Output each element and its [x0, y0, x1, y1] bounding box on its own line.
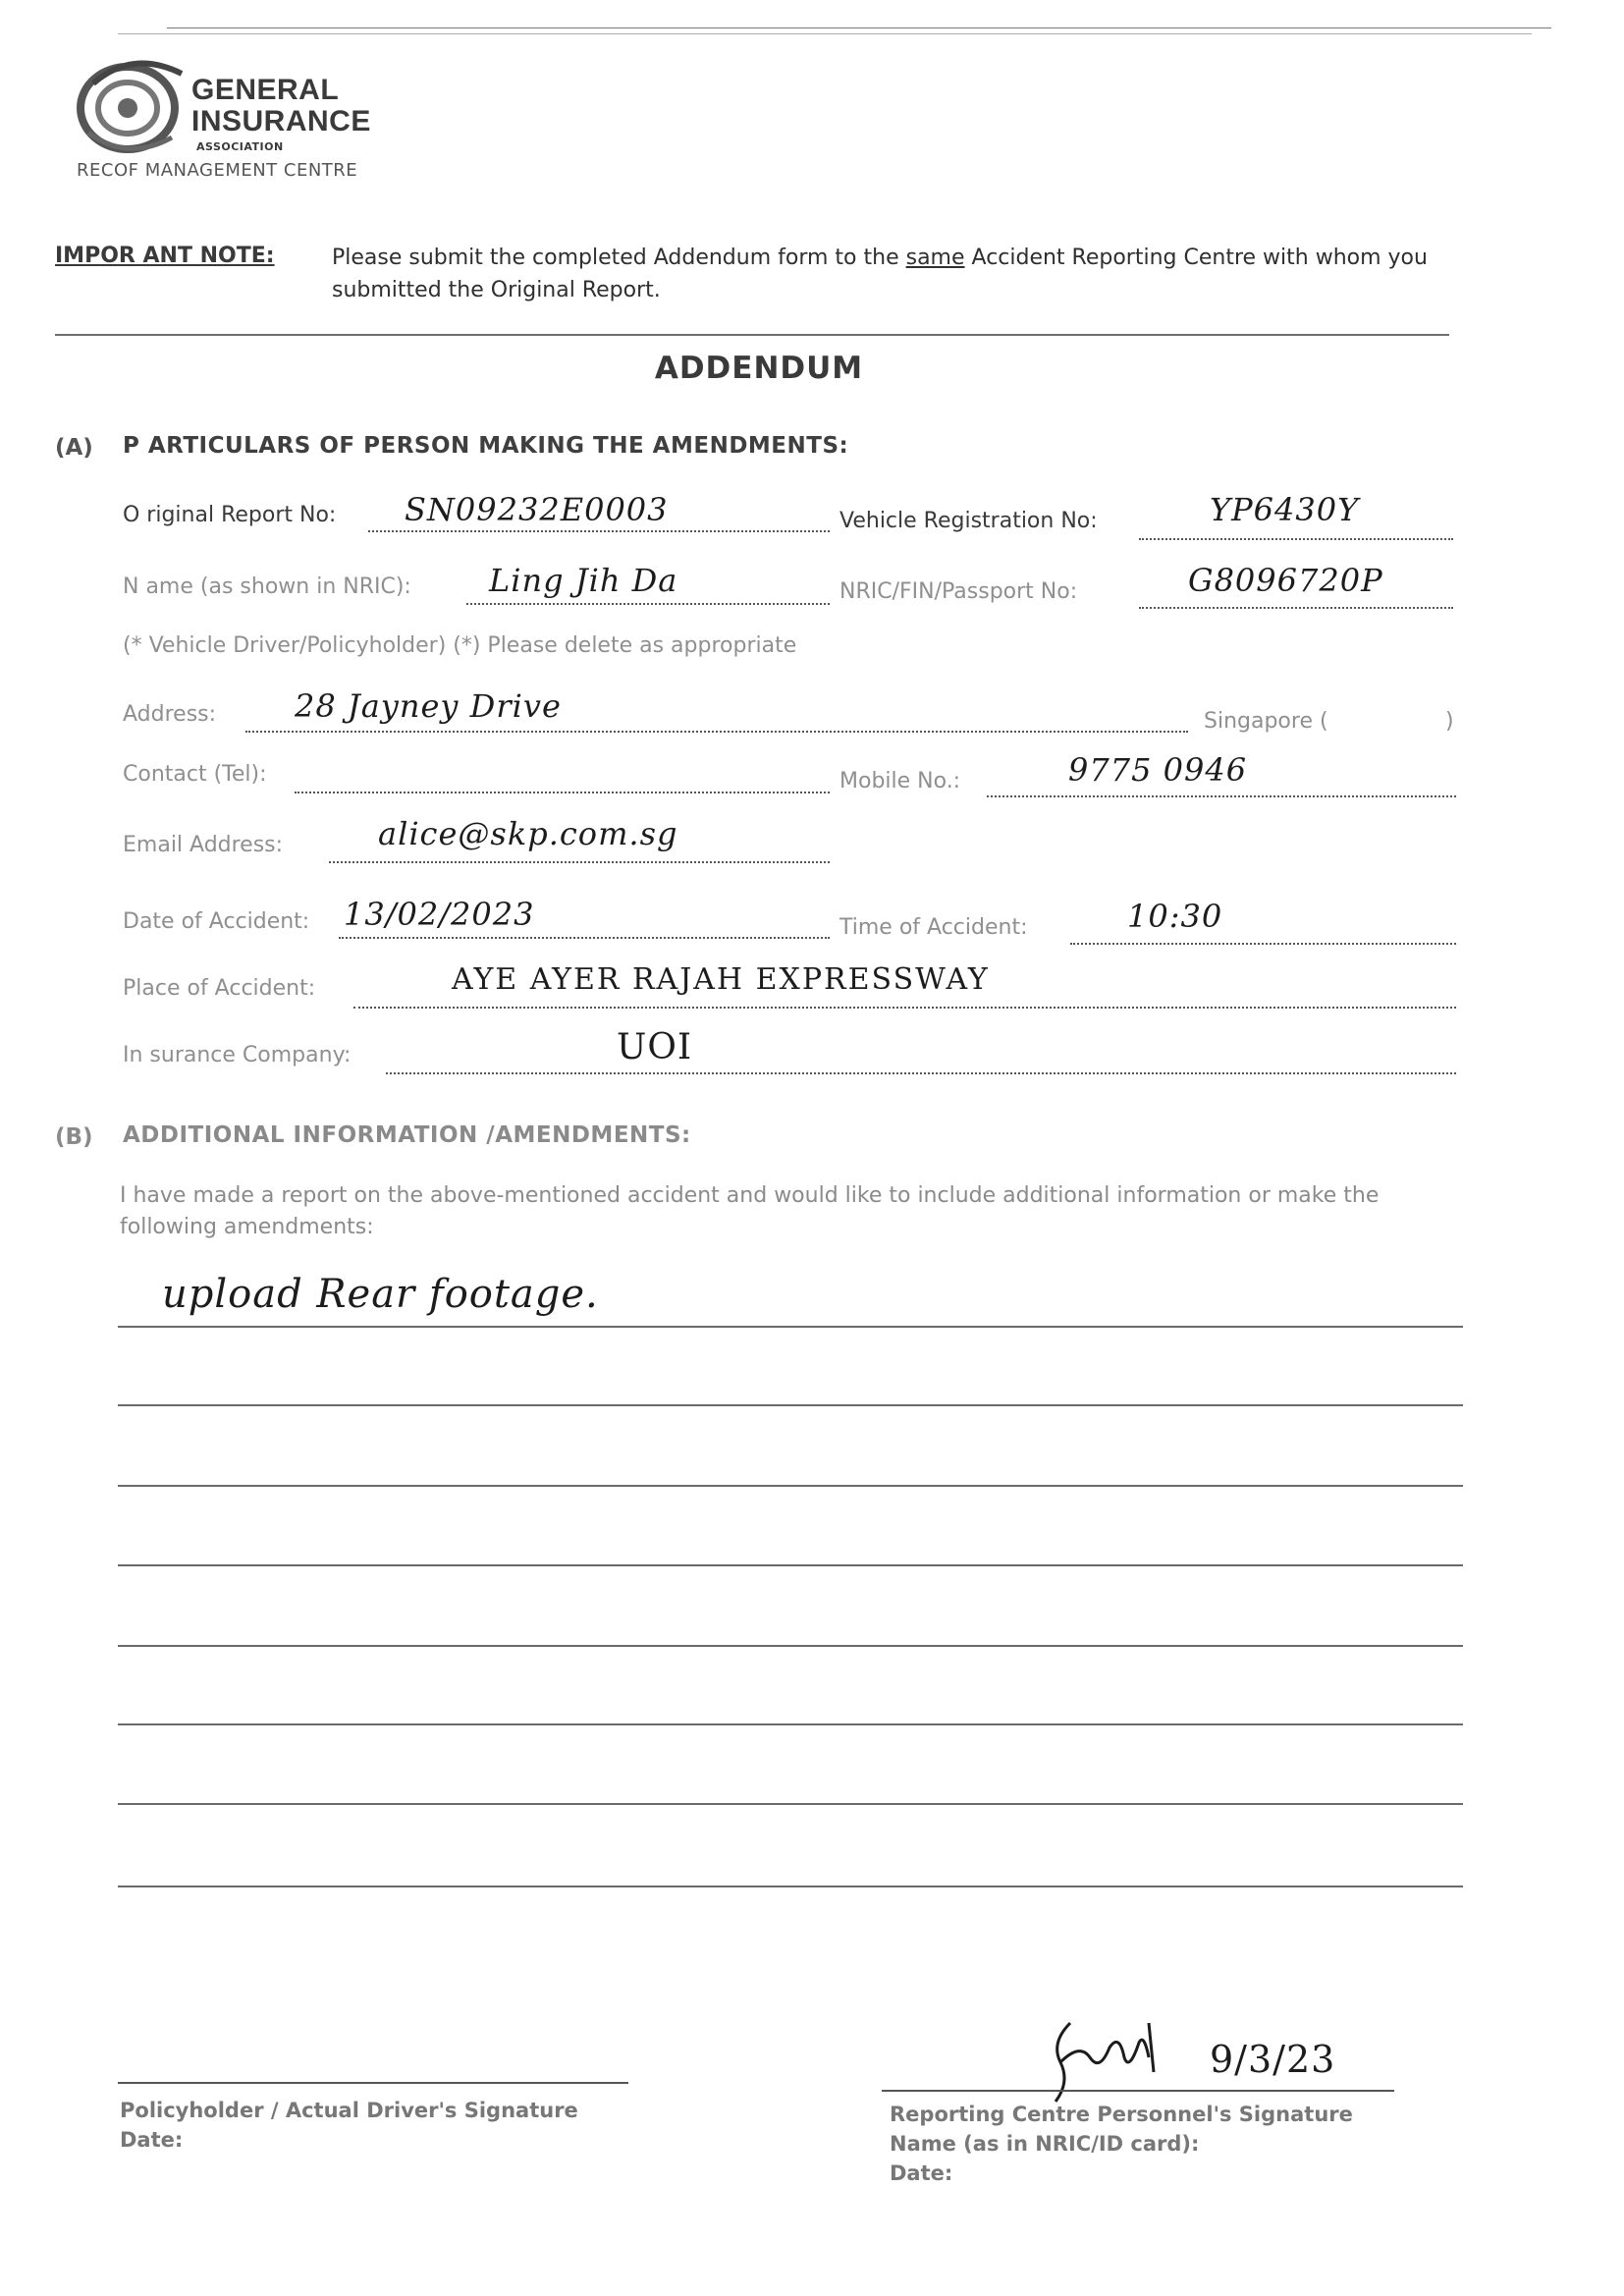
- important-note-label: IMPOR ANT NOTE:: [55, 244, 275, 268]
- left-signature-date: Date:: [120, 2128, 184, 2152]
- note-text-same: same: [905, 246, 965, 270]
- time-of-accident-label: Time of Accident:: [839, 915, 1028, 940]
- mobile-label: Mobile No.:: [839, 769, 961, 793]
- gia-logo: [74, 54, 388, 191]
- singapore-label: Singapore (: [1204, 709, 1328, 734]
- email-line: [329, 861, 830, 863]
- contact-tel-line: [295, 792, 830, 793]
- time-of-accident-value[interactable]: 10:30: [1127, 898, 1223, 935]
- scan-edge-line: [167, 27, 1551, 28]
- logo-centre-line: RECOF MANAGEMENT CENTRE: [77, 160, 358, 181]
- mobile-line: [987, 795, 1456, 797]
- left-signature-label: Policyholder / Actual Driver's Signature: [120, 2099, 578, 2122]
- date-of-accident-line: [339, 937, 830, 939]
- original-report-line: [368, 530, 830, 532]
- logo-word-insurance: INSURANCE: [191, 105, 371, 137]
- logo-word-general: GENERAL: [191, 74, 340, 106]
- nric-label: NRIC/FIN/Passport No:: [839, 579, 1078, 604]
- scan-edge-line: [118, 33, 1532, 34]
- name-label: N ame (as shown in NRIC):: [123, 574, 411, 599]
- section-b-label: (B): [55, 1124, 93, 1150]
- left-signature-line: [118, 2082, 628, 2084]
- place-of-accident-label: Place of Accident:: [123, 976, 316, 1001]
- date-of-accident-label: Date of Accident:: [123, 909, 310, 934]
- address-line: [245, 731, 1188, 733]
- email-label: Email Address:: [123, 833, 284, 857]
- vehicle-reg-label: Vehicle Registration No:: [839, 509, 1098, 533]
- original-report-value[interactable]: SN09232E0003: [405, 491, 669, 528]
- logo-emblem-icon: [74, 54, 191, 162]
- place-of-accident-line: [353, 1007, 1456, 1009]
- section-a-label: (A): [55, 435, 93, 461]
- nric-line: [1139, 607, 1453, 609]
- writing-line: [118, 1645, 1463, 1647]
- name-value[interactable]: Ling Jih Da: [489, 562, 678, 599]
- vehicle-reg-value[interactable]: YP6430Y: [1210, 491, 1360, 528]
- writing-line: [118, 1803, 1463, 1805]
- date-of-accident-value[interactable]: 13/02/2023: [344, 896, 535, 933]
- writing-line: [118, 1404, 1463, 1406]
- writing-line: [118, 1723, 1463, 1725]
- mobile-value[interactable]: 9775 0946: [1068, 751, 1248, 789]
- insurance-company-value[interactable]: UOI: [617, 1027, 693, 1067]
- personnel-signature-scribble: [1031, 2003, 1227, 2111]
- right-signature-date: Date:: [890, 2161, 953, 2185]
- section-b-heading: ADDITIONAL INFORMATION /AMENDMENTS:: [123, 1122, 691, 1148]
- section-a-heading: P ARTICULARS OF PERSON MAKING THE AMENDMENTS:: [123, 433, 849, 459]
- email-value[interactable]: alice@skp.com.sg: [378, 815, 678, 852]
- right-signature-name: Name (as in NRIC/ID card):: [890, 2132, 1200, 2156]
- writing-line: [118, 1886, 1463, 1887]
- personnel-signature-date: 9/3/23: [1210, 2038, 1336, 2081]
- logo-association: ASSOCIATION: [196, 140, 284, 153]
- important-note-text: [332, 242, 1441, 306]
- insurance-company-line: [386, 1072, 1456, 1074]
- original-report-label: O riginal Report No:: [123, 503, 337, 527]
- note-text-part1: Please submit the completed Addendum form to the: [332, 246, 906, 270]
- contact-tel-label: Contact (Tel):: [123, 762, 267, 787]
- note-text-part2: Accident Reporting Centre with whom you submitted the Original Report.: [332, 246, 1428, 302]
- amendment-text[interactable]: upload Rear footage.: [162, 1272, 599, 1317]
- address-label: Address:: [123, 702, 217, 727]
- divider-line: [55, 334, 1449, 336]
- right-signature-line: [882, 2090, 1394, 2092]
- insurance-company-label: In surance Company:: [123, 1043, 352, 1067]
- nric-value[interactable]: G8096720P: [1188, 562, 1383, 599]
- name-line: [466, 603, 830, 605]
- singapore-close: ): [1445, 709, 1454, 734]
- time-of-accident-line: [1070, 943, 1456, 945]
- form-title: ADDENDUM: [654, 351, 864, 386]
- role-note: (* Vehicle Driver/Policyholder) (*) Please delete as appropriate: [123, 633, 797, 658]
- address-value[interactable]: 28 Jayney Drive: [295, 687, 562, 725]
- vehicle-reg-line: [1139, 538, 1453, 540]
- writing-line: [118, 1485, 1463, 1487]
- right-signature-label: Reporting Centre Personnel's Signature: [890, 2103, 1353, 2126]
- writing-line: [118, 1564, 1463, 1566]
- place-of-accident-value[interactable]: AYE AYER RAJAH EXPRESSWAY: [452, 962, 990, 997]
- writing-line: [118, 1326, 1463, 1328]
- section-b-paragraph: I have made a report on the above-mentioned accident and would like to include additional information or make the following amendments:: [120, 1183, 1380, 1239]
